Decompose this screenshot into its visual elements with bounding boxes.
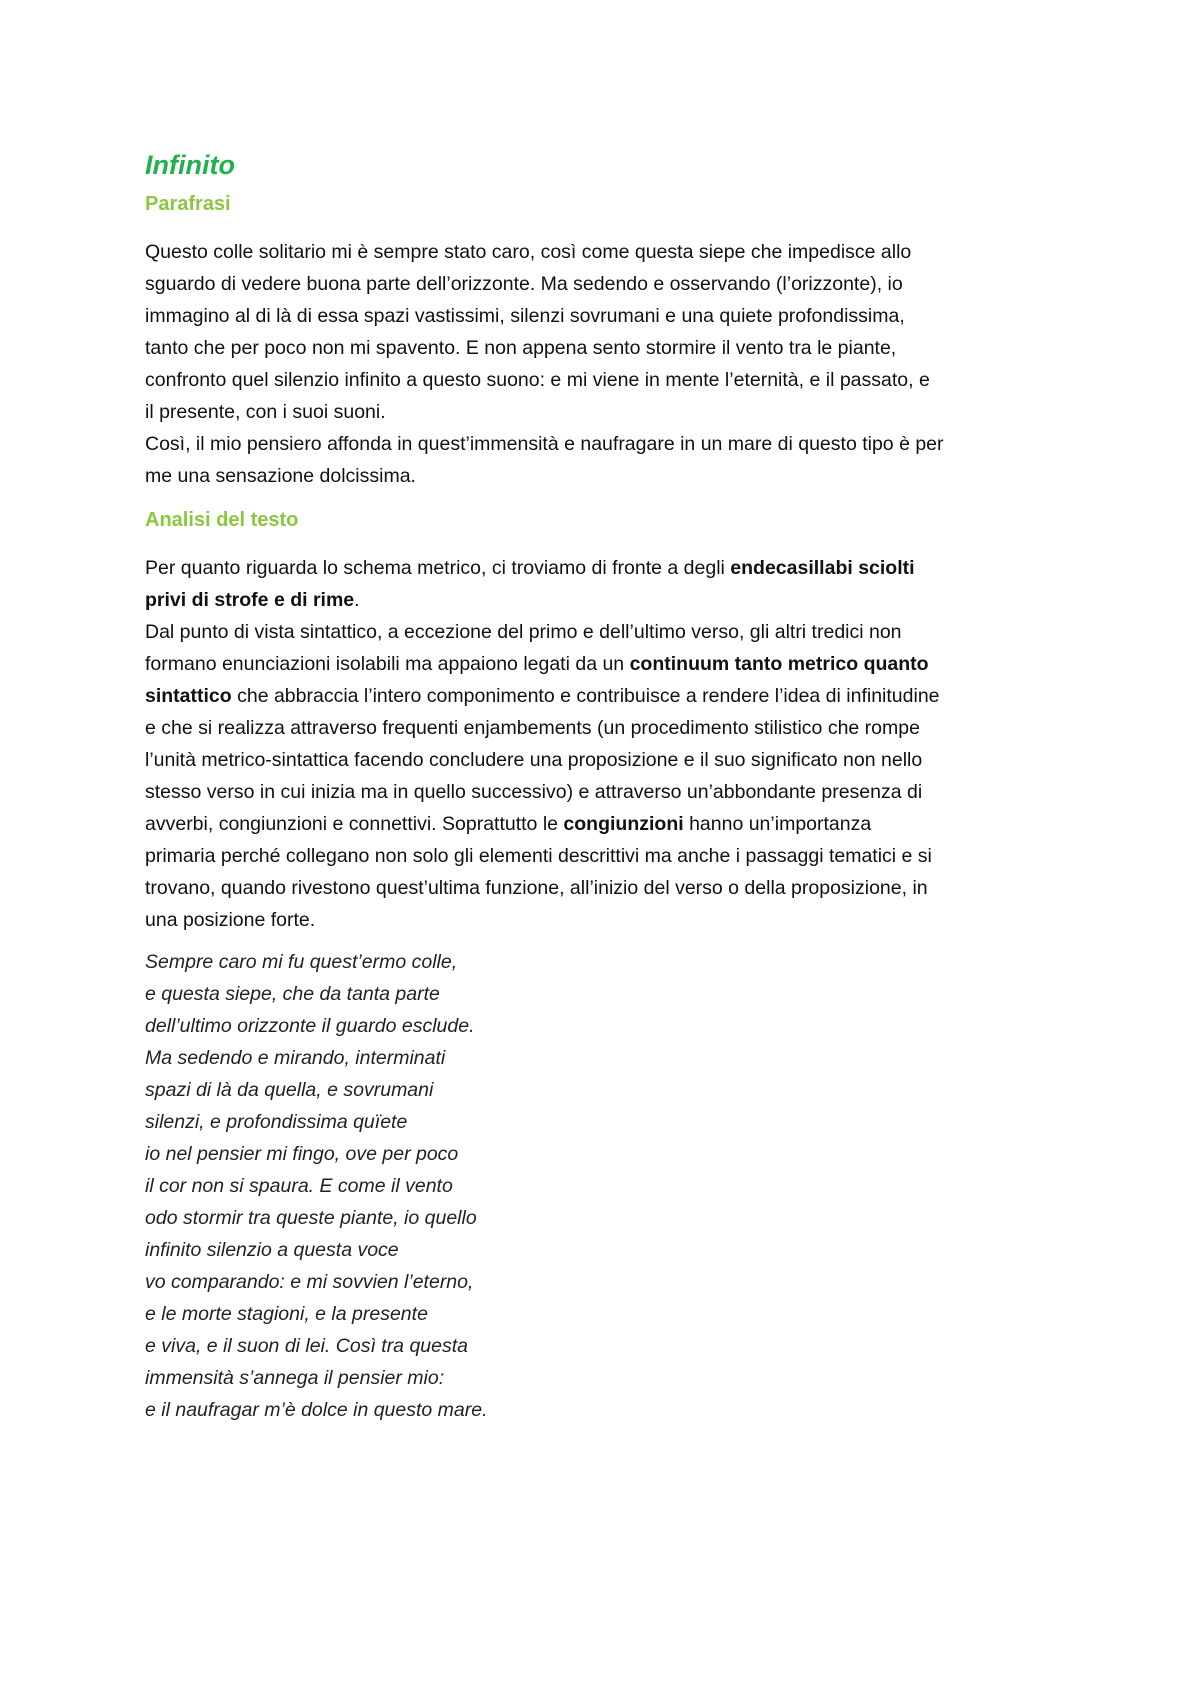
analisi-paragraph [145,552,1075,936]
analisi-text: formano enunciazioni isolabili ma appaiono legati da un [145,653,630,675]
analisi-line: e che si realizza attraverso frequenti enjambements (un procedimento stilistico che rompe [145,717,920,739]
poem-verse: io nel pensier mi fingo, ove per poco [145,1143,459,1165]
heading-parafrasi: Parafrasi [145,193,231,215]
parafrasi-line: tanto che per poco non mi spavento. E non appena sento stormire il vento tra le piante, [145,337,897,359]
analisi-bold-text: continuum tanto metrico quanto [629,653,929,675]
poem-verse: e il naufragar m’è dolce in questo mare. [145,1399,488,1421]
poem [145,946,1075,1426]
analisi-line [145,552,1075,584]
poem-verse: odo stormir tra queste piante, io quello [145,1207,477,1229]
poem-verse: il cor non si spaura. E come il vento [145,1175,453,1197]
analisi-line: Dal punto di vista sintattico, a eccezione del primo e dell’ultimo verso, gli altri tredici non [145,621,902,643]
analisi-bold-text: endecasillabi sciolti [730,557,915,579]
parafrasi-line: confronto quel silenzio infinito a questo suono: e mi viene in mente l’eternità, e il passato, e [145,369,930,391]
analisi-line [145,808,1075,840]
analisi-line: trovano, quando rivestono quest’ultima funzione, all’inizio del verso o della proposizione, in [145,877,928,899]
analisi-text: che abbraccia l’intero componimento e contribuisce a rendere l’idea di infinitudine [231,685,940,707]
analisi-bold-text: privi di strofe e di rime [145,589,355,611]
poem-verse: Ma sedendo e mirando, interminati [145,1047,446,1069]
poem-verse: silenzi, e profondissima quïete [145,1111,408,1133]
document-page [145,140,1075,1426]
parafrasi-paragraph [145,236,1075,492]
analisi-line: una posizione forte. [145,909,316,931]
parafrasi-line: Questo colle solitario mi è sempre stato caro, così come questa siepe che impedisce allo [145,241,912,263]
analisi-text: . [354,589,360,611]
analisi-text: Per quanto riguarda lo schema metrico, ci troviamo di fronte a degli [145,557,731,579]
analisi-line [145,648,1075,680]
analisi-text: hanno un’importanza [683,813,872,835]
poem-verse: immensità s’annega il pensier mio: [145,1367,445,1389]
parafrasi-line: me una sensazione dolcissima. [145,465,416,487]
analisi-line: primaria perché collegano non solo gli elementi descrittivi ma anche i passaggi tematici e si [145,845,932,867]
poem-verse: spazi di là da quella, e sovrumani [145,1079,434,1101]
parafrasi-line: il presente, con i suoi suoni. [145,401,386,423]
analisi-line: stesso verso in cui inizia ma in quello successivo) e attraverso un’abbondante presenza di [145,781,923,803]
document-title: Infinito [145,150,235,180]
parafrasi-line: Così, il mio pensiero affonda in quest’immensità e naufragare in un mare di questo tipo è per [145,433,944,455]
parafrasi-line: immagino al di là di essa spazi vastissimi, silenzi sovrumani e una quiete profondissima, [145,305,905,327]
analisi-text: avverbi, congiunzioni e connettivi. Soprattutto le [145,813,564,835]
poem-verse: dell’ultimo orizzonte il guardo esclude. [145,1015,475,1037]
poem-verse: infinito silenzio a questa voce [145,1239,399,1261]
poem-verse: Sempre caro mi fu quest’ermo colle, [145,951,458,973]
poem-verse: vo comparando: e mi sovvien l’eterno, [145,1271,474,1293]
analisi-bold-text: congiunzioni [563,813,684,835]
parafrasi-line: sguardo di vedere buona parte dell’orizzonte. Ma sedendo e osservando (l’orizzonte), io [145,273,903,295]
poem-verse: e viva, e il suon di lei. Così tra questa [145,1335,468,1357]
analisi-line [145,680,1075,712]
heading-analisi: Analisi del testo [145,509,299,531]
analisi-line: l’unità metrico-sintattica facendo concludere una proposizione e il suo significato non nello [145,749,923,771]
analisi-line [145,584,1075,616]
poem-verse: e questa siepe, che da tanta parte [145,983,440,1005]
analisi-bold-text: sintattico [145,685,232,707]
poem-verse: e le morte stagioni, e la presente [145,1303,428,1325]
